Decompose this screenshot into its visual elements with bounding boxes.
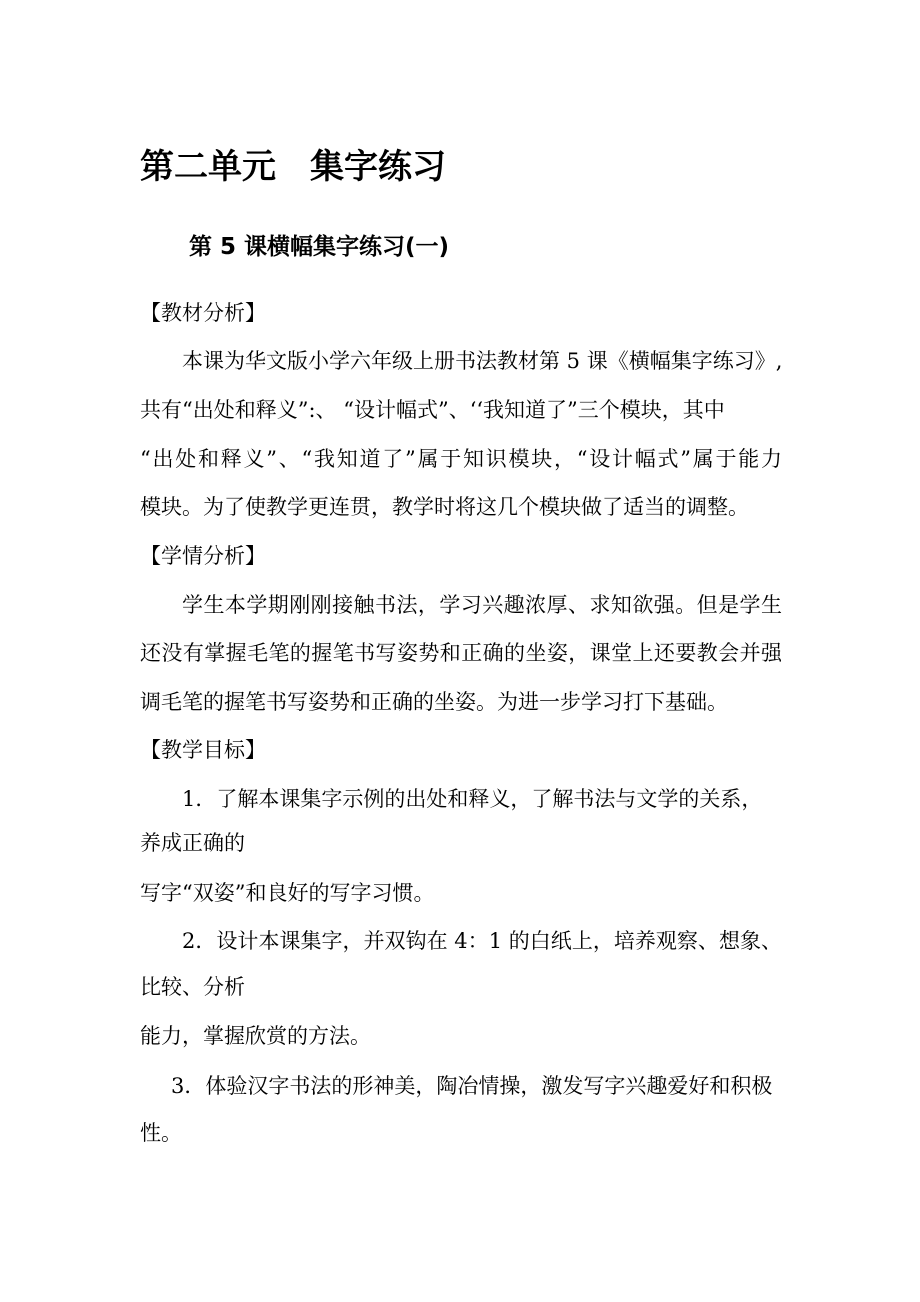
goal-1-line: 养成正确的 (140, 831, 245, 855)
goal-3-line: 性。 (140, 1121, 182, 1145)
goal-1-line: 写字“双姿”和良好的写字习惯。 (140, 881, 435, 905)
paragraph-line: “出处和释义”、“我知道了”属于知识模块，“设计幅式”属于能力 (140, 447, 782, 471)
goal-2-line: 2．设计本课集字，并双钩在 4：1 的白纸上，培养观察、想象、 (182, 929, 782, 953)
paragraph-line: 模块。为了使教学更连贯，教学时将这几个模块做了适当的调整。 (140, 495, 749, 519)
lesson-title: 第 5 课横幅集字练习(一) (189, 234, 450, 260)
goal-3-line: 3．体验汉字书法的形神美，陶冶情操，激发写字兴趣爱好和积极 (171, 1074, 773, 1098)
paragraph-line: 还没有掌握毛笔的握笔书写姿势和正确的坐姿，课堂上还要教会并强 (140, 641, 782, 665)
paragraph-line: 学生本学期刚刚接触书法，学习兴趣浓厚、求知欲强。但是学生 (182, 593, 782, 617)
section-heading-student-analysis: 【学情分析】 (140, 544, 266, 568)
section-heading-teaching-goals: 【教学目标】 (140, 738, 266, 762)
goal-2-line: 比较、分析 (140, 975, 245, 999)
paragraph-line: 共有“出处和释义”:、 “设计幅式”、‘‘我知道了”三个模块，其中 (140, 398, 725, 422)
paragraph-line: 调毛笔的握笔书写姿势和正确的坐姿。为进一步学习打下基础。 (140, 690, 728, 714)
goal-2-line: 能力，掌握欣赏的方法。 (140, 1024, 371, 1048)
section-heading-material-analysis: 【教材分析】 (140, 301, 266, 325)
goal-1-line: 1．了解本课集字示例的出处和释义，了解书法与文学的关系， (182, 787, 763, 811)
unit-title: 第二单元 集字练习 (140, 147, 446, 187)
paragraph-line: 本课为华文版小学六年级上册书法教材第 5 课《横幅集字练习》, (182, 349, 783, 373)
